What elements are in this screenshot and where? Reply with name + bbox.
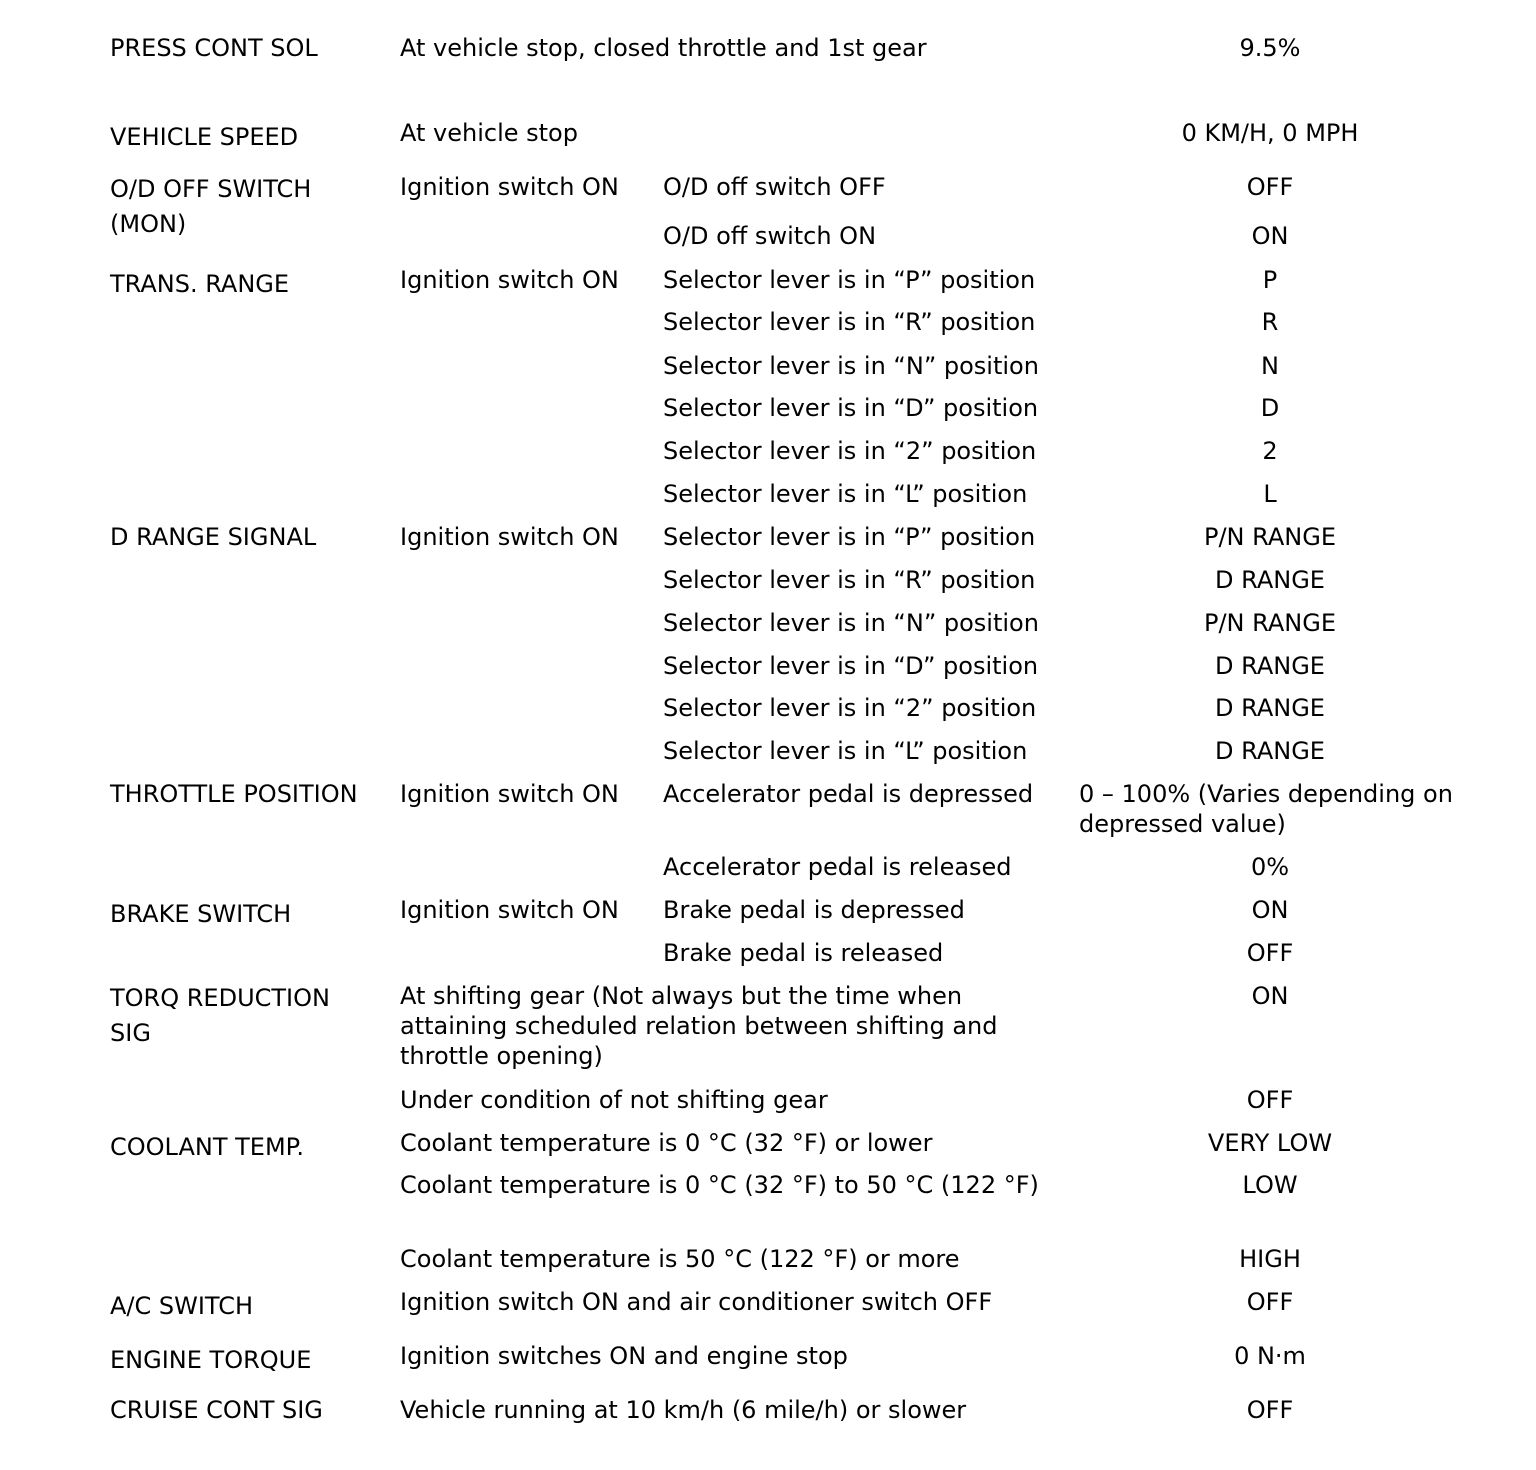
cond-engine-torque: Ignition switches ON and engine stop <box>400 1342 848 1370</box>
cond-coolant-very-low: Coolant temperature is 0 °C (32 °F) or lower <box>400 1129 933 1157</box>
item-brake-switch: BRAKE SWITCH <box>110 900 292 928</box>
value-coolant-low: LOW <box>1242 1171 1298 1199</box>
sub-drange-p: Selector lever is in “P” position <box>663 523 1036 551</box>
item-cruise-cont-sig: CRUISE CONT SIG <box>110 1396 323 1424</box>
value-cruise-cont-sig: OFF <box>1246 1396 1294 1424</box>
cond-trans-range: Ignition switch ON <box>400 266 619 294</box>
sub-drange-n: Selector lever is in “N” position <box>663 609 1039 637</box>
value-vehicle-speed: 0 KM/H, 0 MPH <box>1181 119 1359 147</box>
value-ac-switch: OFF <box>1246 1288 1294 1316</box>
cond-press-cont-sol: At vehicle stop, closed throttle and 1st gear <box>400 34 927 62</box>
value-coolant-high: HIGH <box>1239 1245 1301 1273</box>
item-throttle-position: THROTTLE POSITION <box>110 780 358 808</box>
cond-throttle-position: Ignition switch ON <box>400 780 619 808</box>
value-drange-p: P/N RANGE <box>1204 523 1336 551</box>
sub-trans-r: Selector lever is in “R” position <box>663 308 1036 336</box>
sub-trans-n: Selector lever is in “N” position <box>663 352 1039 380</box>
item-torq-reduction-sig: TORQ REDUCTION SIG <box>110 984 330 1047</box>
value-drange-2: D RANGE <box>1215 694 1325 722</box>
item-coolant-temp: COOLANT TEMP. <box>110 1133 305 1161</box>
cond-od-off-switch: Ignition switch ON <box>400 173 619 201</box>
cond-torq-not-shifting: Under condition of not shifting gear <box>400 1086 828 1114</box>
value-brake-released: OFF <box>1246 939 1294 967</box>
sub-drange-r: Selector lever is in “R” position <box>663 566 1036 594</box>
value-engine-torque: 0 N·m <box>1234 1342 1306 1370</box>
item-ac-switch: A/C SWITCH <box>110 1292 253 1320</box>
sub-brake-released: Brake pedal is released <box>663 939 944 967</box>
value-trans-l: L <box>1263 480 1277 508</box>
value-coolant-very-low: VERY LOW <box>1207 1129 1333 1157</box>
item-press-cont-sol: PRESS CONT SOL <box>110 34 318 62</box>
value-od-off-2: ON <box>1251 222 1289 250</box>
cond-coolant-low: Coolant temperature is 0 °C (32 °F) to 50 °C (122 °F) <box>400 1171 1039 1199</box>
item-engine-torque: ENGINE TORQUE <box>110 1346 312 1374</box>
sub-od-off-1: O/D off switch OFF <box>663 173 886 201</box>
cond-vehicle-speed: At vehicle stop <box>400 119 578 147</box>
sub-drange-2: Selector lever is in “2” position <box>663 694 1037 722</box>
value-trans-2: 2 <box>1262 437 1278 465</box>
item-trans-range: TRANS. RANGE <box>110 270 290 298</box>
value-drange-n: P/N RANGE <box>1204 609 1336 637</box>
cond-cruise-cont-sig: Vehicle running at 10 km/h (6 mile/h) or slower <box>400 1396 967 1424</box>
sub-drange-l: Selector lever is in “L” position <box>663 737 1028 765</box>
sub-throttle-released: Accelerator pedal is released <box>663 853 1012 881</box>
value-torq-shifting: ON <box>1251 982 1289 1010</box>
sub-trans-p: Selector lever is in “P” position <box>663 266 1036 294</box>
value-throttle-depressed: 0 – 100% (Varies depending on depressed value) <box>1079 780 1453 838</box>
value-trans-p: P <box>1262 266 1278 294</box>
cond-d-range-signal: Ignition switch ON <box>400 523 619 551</box>
value-trans-d: D <box>1260 394 1280 422</box>
sub-od-off-2: O/D off switch ON <box>663 222 877 250</box>
sub-brake-depressed: Brake pedal is depressed <box>663 896 965 924</box>
cond-brake-switch: Ignition switch ON <box>400 896 619 924</box>
value-drange-l: D RANGE <box>1215 737 1325 765</box>
item-od-off-switch: O/D OFF SWITCH (MON) <box>110 175 312 238</box>
cond-coolant-high: Coolant temperature is 50 °C (122 °F) or more <box>400 1245 960 1273</box>
sub-trans-l: Selector lever is in “L” position <box>663 480 1028 508</box>
value-drange-d: D RANGE <box>1215 652 1325 680</box>
value-trans-r: R <box>1261 308 1279 336</box>
value-press-cont-sol: 9.5% <box>1239 34 1301 62</box>
sub-trans-d: Selector lever is in “D” position <box>663 394 1039 422</box>
sub-trans-2: Selector lever is in “2” position <box>663 437 1037 465</box>
value-throttle-released: 0% <box>1250 853 1290 881</box>
value-trans-n: N <box>1261 352 1279 380</box>
sub-throttle-depressed: Accelerator pedal is depressed <box>663 780 1034 808</box>
sub-drange-d: Selector lever is in “D” position <box>663 652 1039 680</box>
cond-ac-switch: Ignition switch ON and air conditioner switch OFF <box>400 1288 993 1316</box>
value-drange-r: D RANGE <box>1215 566 1325 594</box>
item-vehicle-speed: VEHICLE SPEED <box>110 123 299 151</box>
value-torq-not-shifting: OFF <box>1246 1086 1294 1114</box>
item-d-range-signal: D RANGE SIGNAL <box>110 523 317 551</box>
value-od-off-1: OFF <box>1246 173 1294 201</box>
value-brake-depressed: ON <box>1251 896 1289 924</box>
cond-torq-shifting: At shifting gear (Not always but the time when attaining scheduled relation between shifting and throttle opening) <box>400 982 998 1070</box>
